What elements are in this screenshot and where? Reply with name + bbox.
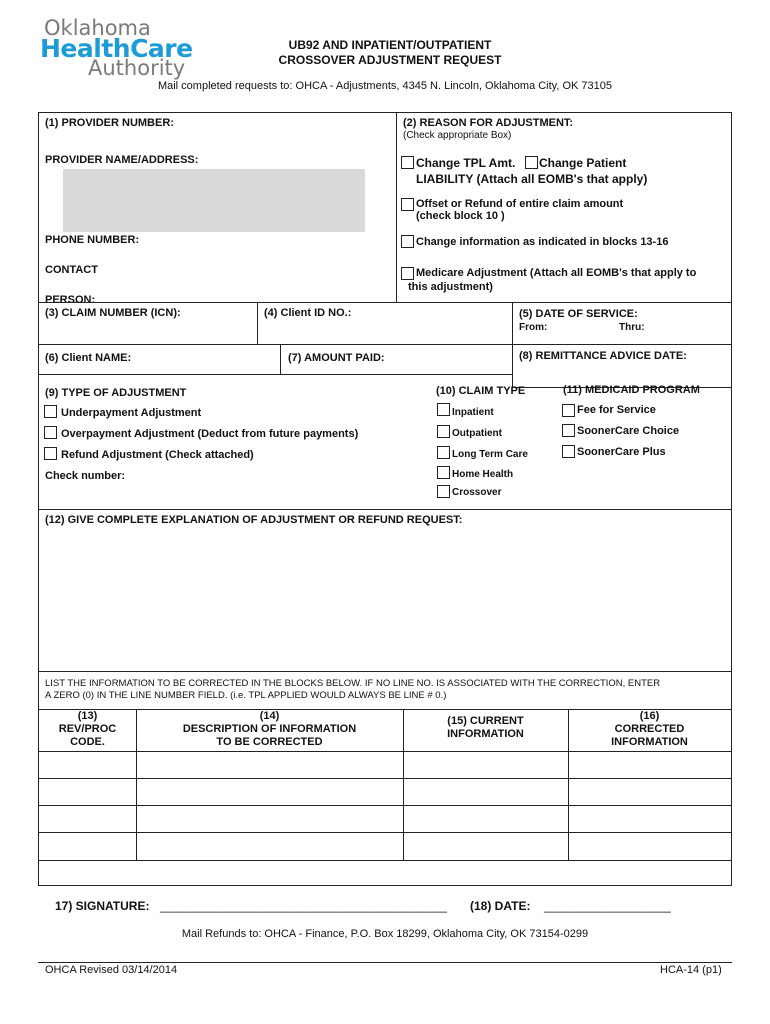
form-id: HCA-14 (p1) (660, 964, 722, 976)
overpayment-checkbox[interactable] (44, 426, 57, 439)
change-tpl-checkbox[interactable] (401, 156, 414, 169)
soonercare-plus-label: SoonerCare Plus (577, 446, 666, 458)
soonercare-choice-checkbox[interactable] (562, 424, 575, 437)
inpatient-label: Inpatient (452, 407, 494, 418)
change-patient-label: Change Patient (539, 156, 627, 170)
home-health-checkbox[interactable] (437, 466, 450, 479)
instructions-line2: A ZERO (0) IN THE LINE NUMBER FIELD. (i.e. TPL APPLIED WOULD ALWAYS BE LINE # 0.) (45, 690, 447, 701)
amount-paid-label: (7) AMOUNT PAID: (288, 352, 385, 364)
outpatient-checkbox[interactable] (437, 425, 450, 438)
col13-header-num: (13) (77, 710, 98, 722)
medicare-adjustment-label: Medicare Adjustment (Attach all EOMB's that apply to (416, 267, 697, 279)
client-name-label: (6) Client NAME: (45, 352, 132, 364)
phone-number-label: PHONE NUMBER: (45, 234, 140, 246)
change-info-label: Change information as indicated in blocks 13-16 (416, 236, 669, 248)
refund-checkbox[interactable] (44, 447, 57, 460)
offset-refund-note: (check block 10 ) (416, 210, 505, 222)
footer-divider (38, 962, 732, 963)
provider-name-address-label: PROVIDER NAME/ADDRESS: (45, 154, 199, 166)
form-title-line1: UB92 AND INPATIENT/OUTPATIENT (288, 38, 492, 52)
col16-header-line1: CORRECTED (614, 723, 685, 735)
crossover-label: Crossover (452, 487, 502, 498)
client-id-label: (4) Client ID NO.: (264, 307, 352, 319)
soonercare-plus-checkbox[interactable] (562, 445, 575, 458)
underpayment-label: Underpayment Adjustment (61, 407, 202, 419)
logo-health: Health (40, 34, 131, 63)
long-term-care-checkbox[interactable] (437, 446, 450, 459)
soonercare-choice-label: SoonerCare Choice (577, 425, 680, 437)
logo-authority: Authority (88, 56, 186, 80)
from-label: From: (519, 322, 548, 333)
logo-oklahoma: Oklahoma (44, 16, 151, 40)
fee-for-service-checkbox[interactable] (562, 404, 575, 417)
date-label: (18) DATE: (470, 899, 531, 913)
col15-header-line1: (15) CURRENT (447, 715, 524, 727)
remittance-date-label: (8) REMITTANCE ADVICE DATE: (519, 350, 687, 362)
logo-care: Care (130, 34, 193, 63)
home-health-label: Home Health (452, 469, 514, 480)
underpayment-checkbox[interactable] (44, 405, 57, 418)
change-tpl-label: Change TPL Amt. (416, 156, 516, 170)
type-of-adjustment-label: (9) TYPE OF ADJUSTMENT (45, 387, 187, 399)
date-line[interactable]: ___________________ (544, 899, 671, 913)
medicaid-program-label: (11) MEDICAID PROGRAM (563, 384, 700, 396)
offset-refund-checkbox[interactable] (401, 198, 414, 211)
reason-label: (2) REASON FOR ADJUSTMENT: (403, 117, 574, 129)
provider-number-label: (1) PROVIDER NUMBER: (45, 117, 174, 129)
claim-type-label: (10) CLAIM TYPE (436, 385, 526, 397)
date-of-service-label: (5) DATE OF SERVICE: (519, 308, 638, 320)
crossover-checkbox[interactable] (437, 485, 450, 498)
col16-header-num: (16) (639, 710, 660, 722)
adjustment-form (38, 112, 732, 886)
long-term-care-label: Long Term Care (452, 449, 528, 460)
refund-label: Refund Adjustment (Check attached) (61, 449, 254, 461)
mail-to-address: Mail completed requests to: OHCA - Adjustments, 4345 N. Lincoln, Oklahoma City, OK 73105 (157, 80, 613, 92)
fee-for-service-label: Fee for Service (577, 404, 656, 416)
thru-label: Thru: (619, 322, 645, 333)
explanation-area[interactable] (43, 531, 727, 667)
revised-date: OHCA Revised 03/14/2014 (45, 964, 178, 976)
claim-number-label: (3) CLAIM NUMBER (ICN): (45, 307, 181, 319)
inpatient-checkbox[interactable] (437, 403, 450, 416)
medicare-adjustment-checkbox[interactable] (401, 267, 414, 280)
reason-subtitle: (Check appropriate Box) (403, 130, 512, 141)
outpatient-label: Outpatient (452, 428, 502, 439)
col14-header-line2: TO BE CORRECTED (216, 736, 323, 748)
check-number-label: Check number: (45, 470, 126, 482)
redacted-address-block (63, 169, 365, 232)
change-info-checkbox[interactable] (401, 235, 414, 248)
liability-label: LIABILITY (Attach all EOMB's that apply) (416, 172, 648, 186)
instructions-line1: LIST THE INFORMATION TO BE CORRECTED IN THE BLOCKS BELOW. IF NO LINE NO. IS ASSOCIATED WITH THE CORRECTION, ENTER (45, 678, 661, 689)
mail-refunds-address: Mail Refunds to: OHCA - Finance, P.O. Box 18299, Oklahoma City, OK 73154-0299 (181, 928, 589, 940)
col13-header-line2: CODE. (70, 736, 105, 748)
offset-refund-label: Offset or Refund of entire claim amount (416, 198, 624, 210)
col15-header-line2: INFORMATION (447, 728, 524, 740)
overpayment-label: Overpayment Adjustment (Deduct from future payments) (61, 428, 359, 440)
person-label: PERSON: (45, 294, 96, 306)
col13-header-line1: REV/PROC (58, 723, 117, 735)
medicare-adjustment-note: this adjustment) (408, 281, 493, 293)
col14-header-line1: DESCRIPTION OF INFORMATION (182, 723, 357, 735)
explanation-label: (12) GIVE COMPLETE EXPLANATION OF ADJUSTMENT OR REFUND REQUEST: (45, 514, 463, 526)
contact-label: CONTACT (45, 264, 98, 276)
col16-header-line2: INFORMATION (611, 736, 688, 748)
change-patient-checkbox[interactable] (525, 156, 538, 169)
col14-header-num: (14) (259, 710, 280, 722)
form-title-line2: CROSSOVER ADJUSTMENT REQUEST (278, 53, 502, 67)
signature-line[interactable]: ___________________________________________ (160, 899, 447, 913)
signature-label: 17) SIGNATURE: (55, 899, 150, 913)
